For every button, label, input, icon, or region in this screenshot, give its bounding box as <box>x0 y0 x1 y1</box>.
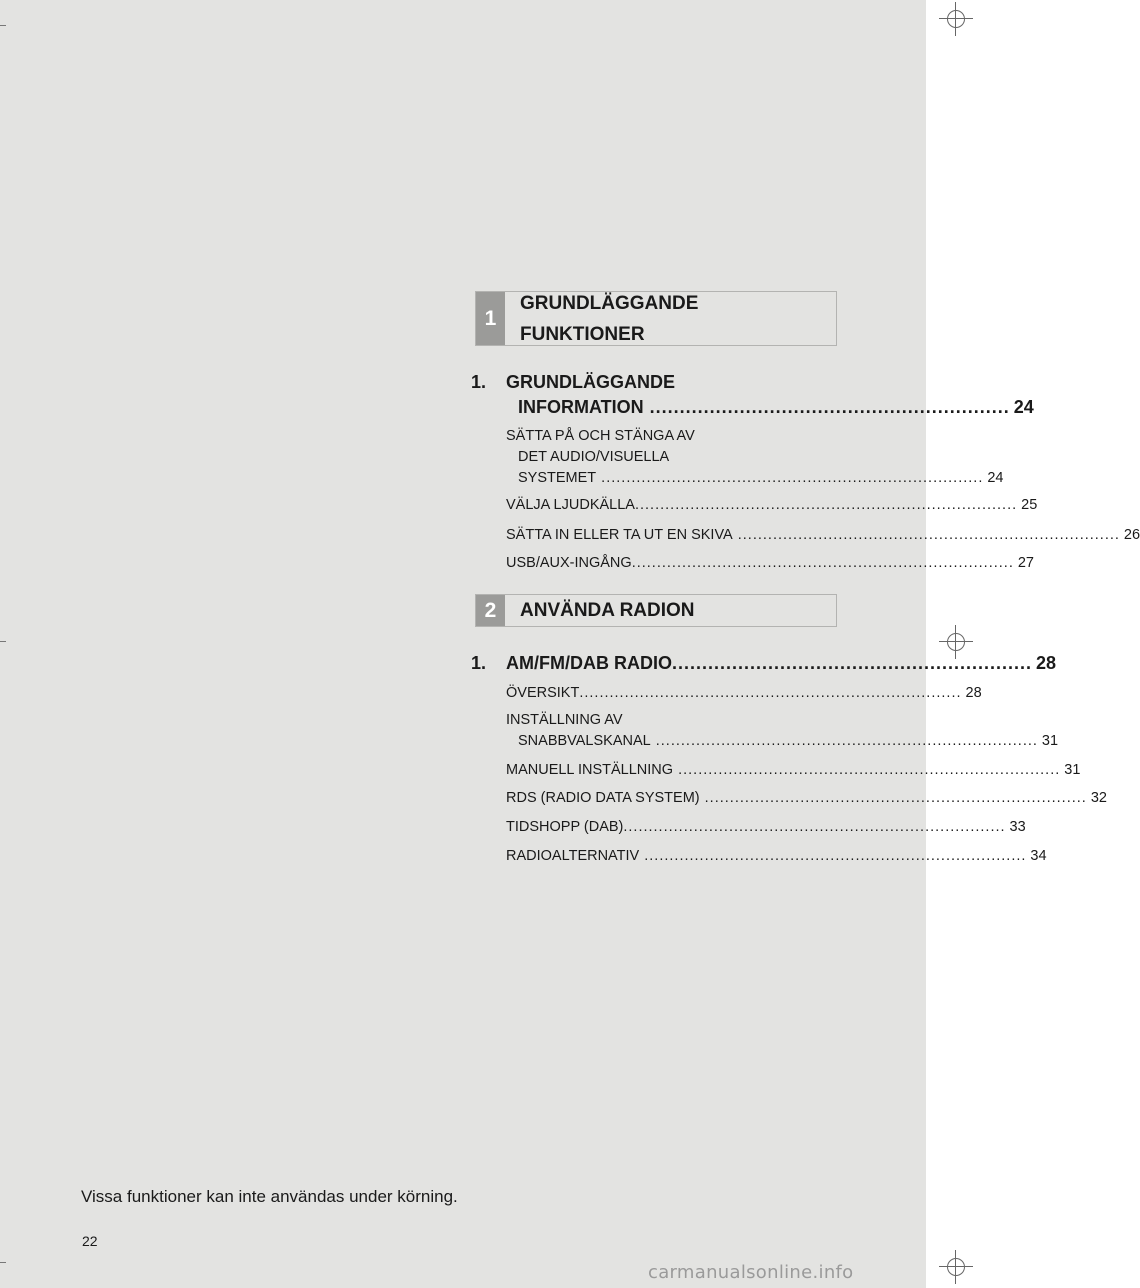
toc-entry[interactable] <box>506 760 1081 781</box>
toc-entry-line: SÄTTA IN ELLER TA UT EN SKIVA <box>506 527 733 543</box>
section-title-leader <box>506 651 1057 676</box>
chapter-number-badge: 2 <box>476 595 505 626</box>
toc-entry-line: DET AUDIO/VISUELLA <box>518 449 670 465</box>
section-number: 1. <box>471 372 487 392</box>
toc-entry-line: MANUELL INSTÄLLNING <box>506 762 674 778</box>
toc-entry-leader <box>506 731 1059 752</box>
page-ref: 32 <box>1090 790 1107 806</box>
page-ref: 27 <box>1017 555 1034 571</box>
page-number: 22 <box>82 1233 98 1249</box>
page-ref: 34 <box>1030 848 1047 864</box>
chapter-number-badge: 1 <box>476 292 505 345</box>
chapter-title <box>520 292 828 345</box>
page-ref: 31 <box>1064 762 1081 778</box>
page-ref: 25 <box>1021 497 1038 513</box>
section-number: 1. <box>471 653 487 673</box>
page-ref: 33 <box>1009 819 1026 835</box>
chapter-header-2 <box>475 594 837 627</box>
crop-mark <box>0 641 6 642</box>
dot-leader: ............................................................................ <box>631 555 1014 571</box>
section-heading[interactable] <box>471 651 1057 676</box>
dot-leader: ............................................................................ <box>650 733 1038 749</box>
section-heading[interactable] <box>471 370 1034 420</box>
toc-entry-line: RADIOALTERNATIV <box>506 848 640 864</box>
registration-mark-icon <box>939 1250 973 1284</box>
toc-entry-line: SYSTEMET <box>518 470 597 486</box>
toc-entry[interactable] <box>506 846 1047 867</box>
chapter-title: ANVÄNDA RADION <box>520 600 695 621</box>
chapter-title-line: FUNKTIONER <box>520 323 645 345</box>
chapter-title-line: GRUNDLÄGGANDE <box>520 292 699 314</box>
toc-entry[interactable] <box>506 426 1004 489</box>
toc-entry-line: RDS (RADIO DATA SYSTEM) <box>506 790 700 806</box>
dot-leader: ............................................................ <box>671 653 1033 673</box>
page-ref: 24 <box>1013 397 1034 417</box>
toc-entry[interactable] <box>506 710 1059 752</box>
toc-entry[interactable] <box>506 553 1034 574</box>
toc-entry[interactable] <box>506 788 1107 809</box>
page-ref: 28 <box>965 685 982 701</box>
section-title-leader <box>518 395 1034 420</box>
dot-leader: ............................................................................ <box>623 819 1006 835</box>
footer-note: Vissa funktioner kan inte användas under körning. <box>81 1187 458 1206</box>
toc-entry[interactable] <box>506 817 1026 838</box>
dot-leader: ............................................................................ <box>596 470 984 486</box>
toc-entry-line: INSTÄLLNING AV <box>506 712 623 728</box>
toc-entry[interactable] <box>506 525 1140 546</box>
crop-mark <box>0 1262 6 1263</box>
page-ref: 28 <box>1036 653 1057 673</box>
page-ref: 24 <box>987 470 1004 486</box>
chapter-header-1 <box>475 291 837 346</box>
toc-entry-line: SÄTTA PÅ OCH STÄNGA AV <box>506 428 695 444</box>
section-title-line: AM/FM/DAB RADIO <box>506 653 672 673</box>
dot-leader: ............................................................................ <box>673 762 1061 778</box>
dot-leader: ............................................................................ <box>639 848 1027 864</box>
registration-mark-icon <box>939 2 973 36</box>
dot-leader: ............................................................................ <box>634 497 1018 513</box>
section-title-line: INFORMATION <box>518 397 644 417</box>
dot-leader: ............................................................ <box>643 397 1010 417</box>
toc-entry-line: ÖVERSIKT <box>506 685 580 701</box>
page-ref: 26 <box>1123 527 1140 543</box>
toc-entry[interactable] <box>506 683 982 704</box>
toc-entry-line: TIDSHOPP (DAB) <box>506 819 624 835</box>
dot-leader: ............................................................................ <box>579 685 962 701</box>
dot-leader: ............................................................................ <box>699 790 1087 806</box>
dot-leader: ............................................................................ <box>732 527 1120 543</box>
toc-entry-line: USB/AUX-INGÅNG <box>506 555 632 571</box>
crop-mark <box>0 25 6 26</box>
watermark: carmanualsonline.info <box>648 1262 854 1283</box>
section-title-line: GRUNDLÄGGANDE <box>506 372 675 392</box>
toc-entry-line: SNABBVALSKANAL <box>518 733 651 749</box>
toc-entry-line: VÄLJA LJUDKÄLLA <box>506 497 635 513</box>
page-ref: 31 <box>1041 733 1059 749</box>
toc-entry[interactable] <box>506 495 1038 516</box>
toc-entry-leader <box>506 468 1004 489</box>
